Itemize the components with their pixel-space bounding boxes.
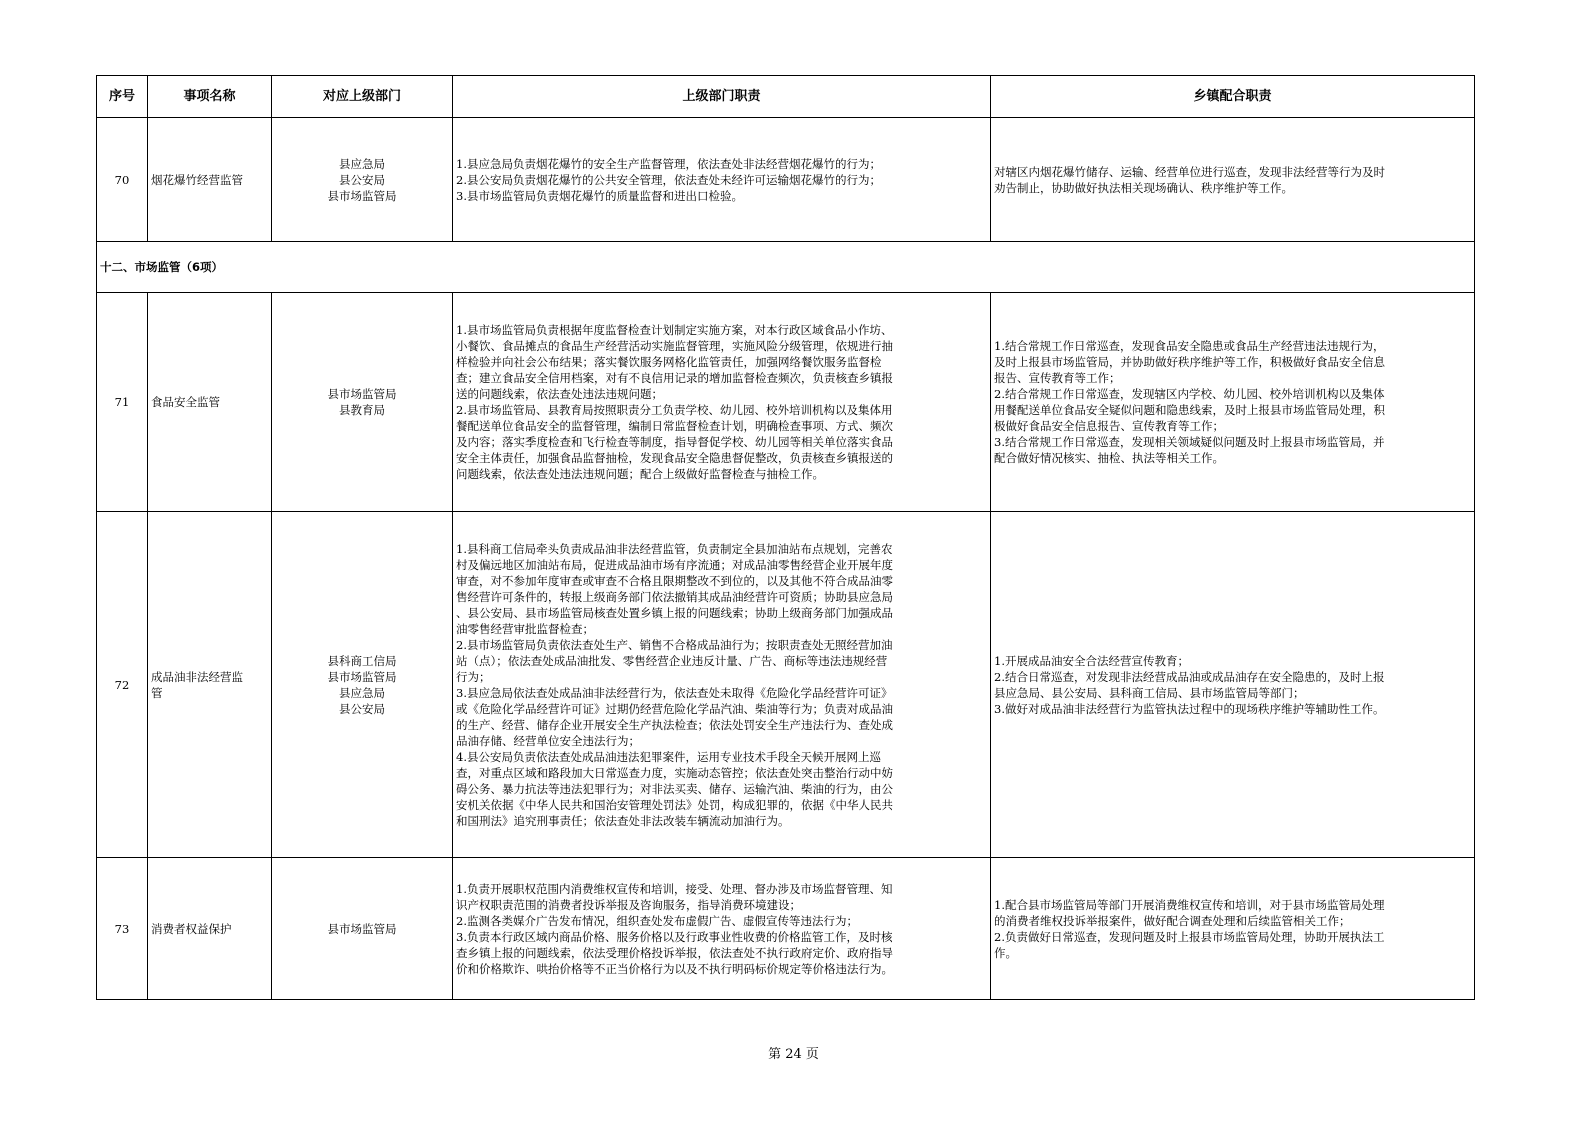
row-index: 72	[97, 512, 148, 858]
table-row	[97, 118, 1475, 242]
superior-depts	[272, 118, 453, 242]
item-name: 烟花爆竹经营监管	[148, 118, 272, 242]
town-duty-line: 1.配合县市场监管局等部门开展消费维权宣传和培训，对于县市场监管局处理	[994, 897, 1385, 912]
town-duty-line: 2.负责做好日常巡查，发现问题及时上报县市场监管局处理，协助开展执法工	[994, 929, 1385, 944]
town-duty-line: 对辖区内烟花爆竹储存、运输、经营单位进行巡查，发现非法经营等行为及时	[994, 164, 1385, 179]
duty-line: 4.县公安局负责依法查处成品油违法犯罪案件，运用专业技术手段全天候开展网上巡	[456, 749, 881, 764]
town-duty-line: 1.结合常规工作日常巡查，发现食品安全隐患或食品生产经营违法违规行为，	[994, 339, 1385, 353]
town-duty-line: 极做好食品安全信息报告、宣传教育等工作；	[994, 419, 1224, 433]
town-duty-line: 配合做好情况核实、抽检、执法等相关工作。	[994, 451, 1224, 465]
dept-line: 县市场监管局	[327, 387, 397, 401]
duty-line: 、县公安局、县市场监管局核查处置乡镇上报的问题线索；协助上级商务部门加强成品	[456, 605, 893, 620]
item-name: 食品安全监管	[148, 293, 272, 512]
superior-duties	[453, 293, 991, 512]
town-duty-line: 县应急局、县公安局、县科商工信局、县市场监管局等部门；	[994, 685, 1305, 700]
duty-line: 2.县公安局负责烟花爆竹的公共安全管理，依法查处未经许可运输烟花爆竹的行为；	[456, 172, 881, 187]
duties-table	[96, 75, 1475, 1000]
town-duty-line: 的消费者维权投诉举报案件，做好配合调查处理和后续监管相关工作；	[994, 913, 1351, 928]
dept-line: 县应急局	[339, 685, 385, 700]
duty-line: 品油存储、经营单位安全违法行为；	[456, 733, 640, 748]
header-item-name: 事项名称	[148, 76, 272, 118]
section-title: 十二、市场监管（6项）	[97, 242, 1475, 293]
duty-line: 售经营许可条件的，转报上级商务部门依法撤销其成品油经营许可资质；协助县应急局	[456, 589, 893, 604]
duty-line: 3.县应急局依法查处成品油非法经营行为，依法查处未取得《危险化学品经营许可证》	[456, 685, 893, 700]
duty-line: 2.县市场监管局、县教育局按照职责分工负责学校、幼儿园、校外培训机构以及集体用	[456, 403, 893, 417]
table-row	[97, 293, 1475, 512]
town-duty-line: 作。	[994, 945, 1017, 960]
town-duty-line: 用餐配送单位食品安全疑似问题和隐患线索，及时上报县市场监管局处理，积	[994, 403, 1385, 417]
superior-duties	[453, 858, 991, 1000]
superior-duties	[453, 118, 991, 242]
duty-line: 餐配送单位食品安全的监督管理，编制日常监督检查计划，明确检查事项、方式、频次	[456, 419, 893, 433]
town-duty-line: 2.结合常规工作日常巡查，发现辖区内学校、幼儿园、校外培训机构以及集体	[994, 387, 1385, 401]
header-town-duties: 乡镇配合职责	[991, 76, 1475, 118]
duty-line: 安机关依据《中华人民共和国治安管理处罚法》处罚，构成犯罪的，依据《中华人民共	[456, 797, 893, 812]
dept-line: 县教育局	[339, 403, 385, 417]
town-duty-line: 及时上报县市场监管局，并协助做好秩序维护等工作，积极做好食品安全信息	[994, 355, 1385, 369]
duty-line: 问题线索，依法查处违法违规问题；配合上级做好监督检查与抽检工作。	[456, 467, 824, 481]
dept-line: 县公安局	[339, 172, 385, 187]
duty-line: 3.负责本行政区域内商品价格、服务价格以及行政事业性收费的价格监管工作，及时核	[456, 929, 893, 944]
town-duty-line: 3.结合常规工作日常巡查，发现相关领域疑似问题及时上报县市场监管局，并	[994, 435, 1385, 449]
table-row	[97, 512, 1475, 858]
dept-line: 县市场监管局	[327, 188, 397, 203]
dept-line: 县市场监管局	[327, 669, 397, 684]
town-duties	[991, 858, 1475, 1000]
duty-line: 村及偏远地区加油站布局，促进成品油市场有序流通；对成品油零售经营企业开展年度	[456, 557, 893, 572]
duty-line: 油零售经营审批监督检查；	[456, 621, 594, 636]
dept-line: 县市场监管局	[327, 921, 397, 936]
superior-depts	[272, 293, 453, 512]
town-duty-line: 报告、宣传教育等工作；	[994, 371, 1121, 385]
row-index: 70	[97, 118, 148, 242]
header-row	[97, 76, 1475, 118]
row-index: 73	[97, 858, 148, 1000]
page-number: 第 24 页	[768, 1047, 819, 1062]
duty-line: 和国刑法》追究刑事责任；依法查处非法改装车辆流动加油行为。	[456, 813, 790, 828]
dept-line: 县公安局	[339, 701, 385, 716]
item-name: 消费者权益保护	[148, 858, 272, 1000]
town-duties	[991, 512, 1475, 858]
duty-line: 查乡镇上报的问题线索，依法受理价格投诉举报，依法查处不执行政府定价、政府指导	[456, 945, 893, 960]
duty-line: 小餐饮、食品摊点的食品生产经营活动实施监督管理，实施风险分级管理，依规进行抽	[456, 339, 893, 353]
town-duties	[991, 118, 1475, 242]
town-duties	[991, 293, 1475, 512]
duty-line: 1.负责开展职权范围内消费维权宣传和培训，接受、处理、督办涉及市场监督管理、知	[456, 881, 893, 896]
duty-line: 查，对重点区域和路段加大日常巡查力度，实施动态管控；依法查处突击整治行动中妨	[456, 765, 893, 780]
duty-line: 价和价格欺诈、哄抬价格等不正当价格行为以及不执行明码标价规定等价格违法行为。	[456, 961, 893, 976]
duty-line: 2.县市场监管局负责依法查处生产、销售不合格成品油行为；按职责查处无照经营加油	[456, 637, 893, 652]
header-superior-duties: 上级部门职责	[453, 76, 991, 118]
town-duty-line: 2.结合日常巡查，对发现非法经营成品油或成品油存在安全隐患的，及时上报	[994, 669, 1385, 684]
superior-depts	[272, 858, 453, 1000]
town-duty-line: 3.做好对成品油非法经营行为监管执法过程中的现场秩序维护等辅助性工作。	[994, 701, 1385, 716]
item-name-line: 成品油非法经营监	[151, 669, 243, 684]
duty-line: 安全主体责任，加强食品监督抽检，发现食品安全隐患督促整改，负责核查乡镇报送的	[456, 451, 893, 465]
duty-line: 审查，对不参加年度审查或审查不合格且限期整改不到位的，以及其他不符合成品油零	[456, 573, 893, 588]
duty-line: 站（点）；依法查处成品油批发、零售经营企业违反计量、广告、商标等违法违规经营	[456, 653, 888, 668]
duty-line: 及内容；落实季度检查和飞行检查等制度，指导督促学校、幼儿园等相关单位落实食品	[456, 435, 893, 449]
item-name-line: 管	[151, 685, 163, 700]
header-idx: 序号	[97, 76, 148, 118]
superior-duties	[453, 512, 991, 858]
section-row	[97, 242, 1475, 293]
duty-line: 3.县市场监管局负责烟花爆竹的质量监督和进出口检验。	[456, 188, 743, 203]
town-duty-line: 1.开展成品油安全合法经营宣传教育；	[994, 653, 1189, 668]
duty-line: 样检验并向社会公布结果；落实餐饮服务网格化监管责任，加强网络餐饮服务监督检	[456, 355, 882, 369]
duty-line: 1.县科商工信局牵头负责成品油非法经营监管，负责制定全县加油站布点规划，完善农	[456, 541, 893, 556]
duty-line: 查；建立食品安全信用档案，对有不良信用记录的增加监督检查频次，负责核查乡镇报	[456, 371, 893, 385]
duty-line: 识产权职责范围的消费者投诉举报及咨询服务，指导消费环境建设；	[456, 897, 801, 912]
dept-line: 县应急局	[339, 156, 385, 171]
duty-line: 2.监测各类媒介广告发布情况，组织查处发布虚假广告、虚假宣传等违法行为；	[456, 913, 858, 928]
duty-line: 送的问题线索，依法查处违法违规问题；	[456, 387, 663, 401]
duty-line: 行为；	[456, 669, 491, 684]
header-superior-dept: 对应上级部门	[272, 76, 453, 118]
superior-depts	[272, 512, 453, 858]
duty-line: 碍公务、暴力抗法等违法犯罪行为；对非法买卖、储存、运输汽油、柴油的行为，由公	[456, 781, 893, 796]
duty-line: 的生产、经营、储存企业开展安全生产执法检查；依法处罚安全生产违法行为、查处成	[456, 717, 893, 732]
duty-line: 或《危险化学品经营许可证》过期仍经营危险化学品汽油、柴油等行为；负责对成品油	[456, 701, 893, 716]
item-name	[148, 512, 272, 858]
table-row	[97, 858, 1475, 1000]
duty-line: 1.县市场监管局负责根据年度监督检查计划制定实施方案，对本行政区域食品小作坊、	[456, 323, 893, 337]
duty-line: 1.县应急局负责烟花爆竹的安全生产监督管理，依法查处非法经营烟花爆竹的行为；	[456, 156, 881, 171]
dept-line: 县科商工信局	[327, 653, 397, 668]
row-index: 71	[97, 293, 148, 512]
town-duty-line: 劝告制止，协助做好执法相关现场确认、秩序维护等工作。	[994, 180, 1293, 195]
